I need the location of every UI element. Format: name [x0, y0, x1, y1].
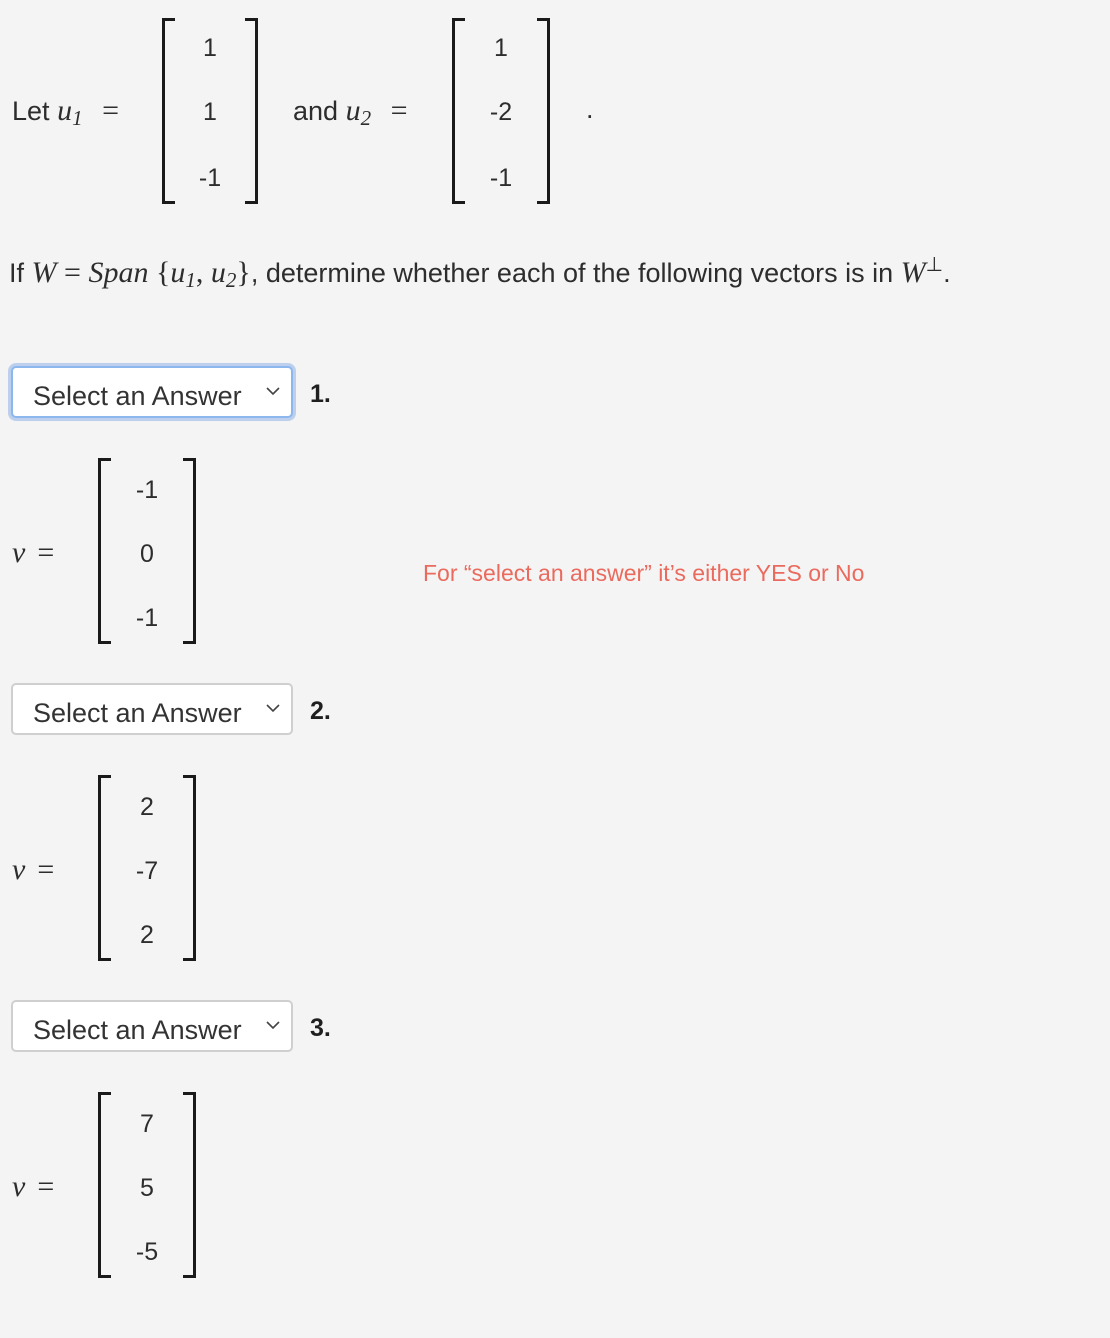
intro-line — [12, 96, 119, 129]
w-perp-symbol: W⊥ — [900, 254, 944, 289]
matrix-cell: 5 — [140, 1174, 154, 1202]
answer-select-2[interactable] — [11, 683, 293, 735]
v-label-2: v = — [12, 853, 55, 886]
equals-sign: = — [102, 94, 119, 127]
matrix-cell: 1 — [203, 34, 217, 62]
span-word: Span — [88, 256, 149, 289]
problem-statement — [9, 255, 951, 291]
matrix-cell: 1 — [203, 98, 217, 126]
and-u2-label — [293, 96, 408, 129]
select-label: Select an Answer — [33, 381, 242, 411]
statement-end: . — [943, 258, 951, 288]
select-label: Select an Answer — [33, 698, 242, 728]
u1-symbol: $u_1$ — [57, 94, 83, 130]
matrix-cell: -1 — [135, 476, 159, 504]
matrix-cell: 1 — [494, 34, 508, 62]
matrix-cell: -7 — [135, 857, 159, 885]
and-word: and — [293, 96, 339, 126]
matrix-cell: -2 — [489, 98, 513, 126]
u2-symbol: $u_2$ — [345, 94, 372, 130]
if-word: If — [9, 258, 25, 288]
matrix-cell: 2 — [140, 793, 154, 821]
matrix-cell: -1 — [198, 164, 222, 192]
w-symbol: W — [31, 256, 57, 289]
matrix-cell: -1 — [135, 604, 159, 632]
matrix-cell: 2 — [140, 921, 154, 949]
question-number-1: 1. — [310, 380, 331, 408]
matrix-cell: -5 — [135, 1238, 159, 1266]
equals-sign: = — [390, 94, 408, 127]
intro-period: . — [586, 94, 594, 124]
chevron-down-icon — [265, 385, 281, 397]
matrix-cell: -1 — [489, 164, 513, 192]
v-matrix-3 — [98, 1092, 196, 1278]
v-label-3: v = — [12, 1170, 55, 1203]
question-number-3: 3. — [310, 1014, 331, 1042]
v-matrix-1 — [98, 458, 196, 644]
answer-select-3[interactable] — [11, 1000, 293, 1052]
question-number-2: 2. — [310, 697, 331, 725]
u1-matrix — [162, 18, 258, 204]
set-expression: {$u_1$, $u_2$} — [156, 256, 251, 292]
hint-note: For “select an answer” it’s either YES or No — [423, 560, 865, 586]
u2-matrix — [452, 18, 550, 204]
v-matrix-2 — [98, 775, 196, 961]
v-label-1: v = — [12, 536, 55, 569]
chevron-down-icon — [265, 1019, 281, 1031]
select-label: Select an Answer — [33, 1015, 242, 1045]
equals-sign: = — [64, 256, 81, 289]
answer-select-1[interactable] — [11, 366, 293, 418]
let-word: Let — [12, 96, 50, 126]
statement-text: , determine whether each of the following vectors is in — [250, 258, 901, 288]
chevron-down-icon — [265, 702, 281, 714]
matrix-cell: 7 — [140, 1110, 154, 1138]
matrix-cell: 0 — [140, 540, 154, 568]
